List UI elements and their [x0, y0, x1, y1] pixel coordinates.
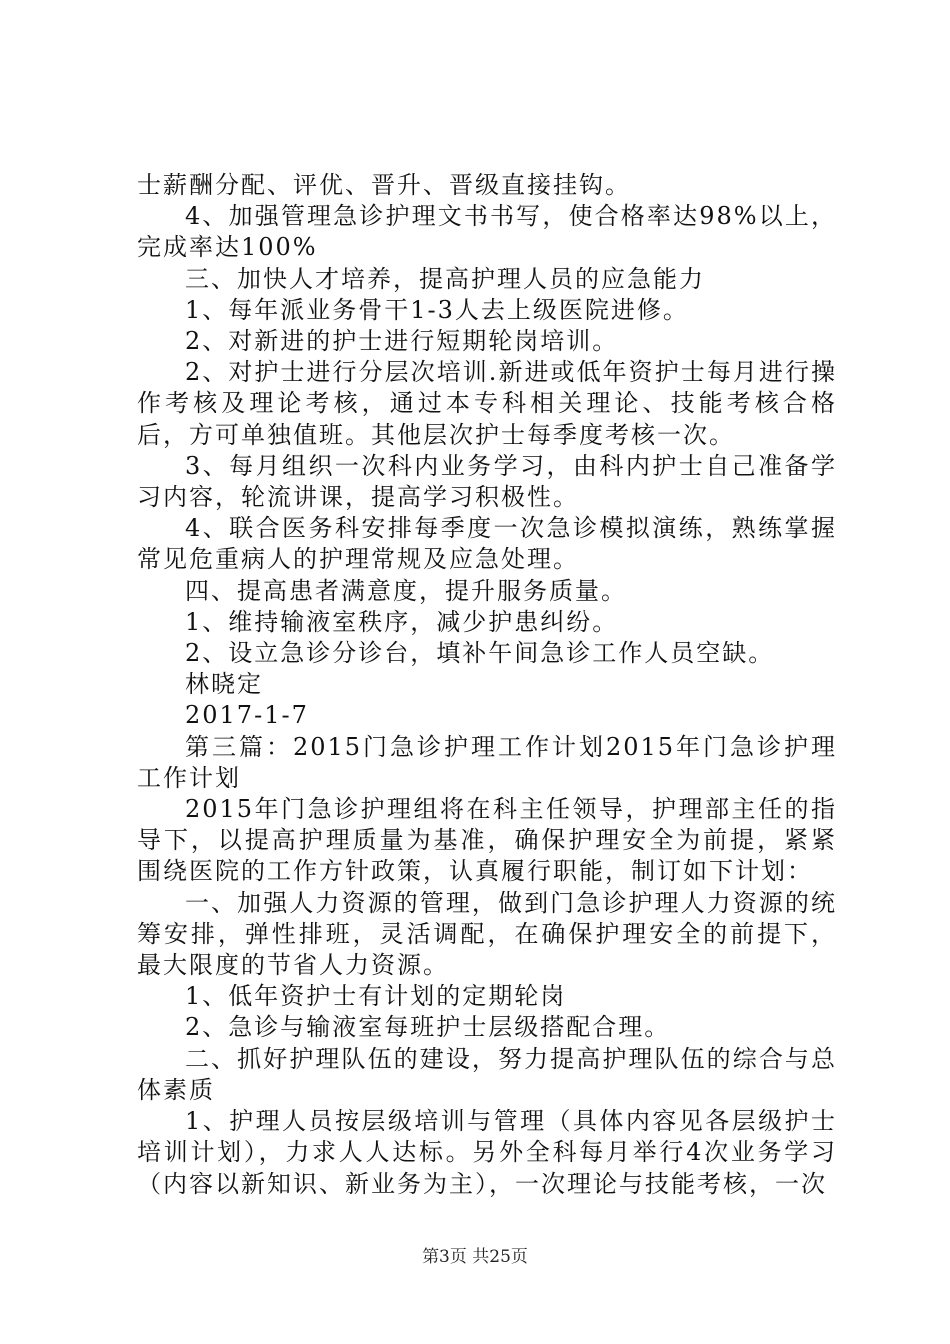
section-heading: 三、加快人才培养，提高护理人员的应急能力 [185, 264, 705, 293]
chapter-title: 第三篇：2015门急诊护理工作计划2015年门急诊护理工作计划 [137, 732, 837, 792]
author-name: 林晓定 [185, 670, 263, 699]
paragraph: 士薪酬分配、评优、晋升、晋级直接挂钩。 [137, 171, 631, 199]
section-heading: 二、抓好护理队伍的建设，努力提高护理队伍的综合与总体素质 [137, 1044, 837, 1104]
date: 2017-1-7 [185, 701, 309, 730]
paragraph: 2、对新进的护士进行短期轮岗培训。 [185, 327, 619, 356]
paragraph: 1、低年资护士有计划的定期轮岗 [185, 982, 567, 1011]
document-body [137, 170, 837, 1200]
page-number-footer: 第3页 共25页 [422, 1247, 528, 1267]
paragraph: 2015年门急诊护理组将在科主任领导，护理部主任的指导下，以提高护理质量为基准，确保护理安全为前提，紧紧围绕医院的工作方针政策，认真履行职能，制订如下计划： [137, 795, 837, 886]
paragraph: 4、加强管理急诊护理文书书写，使合格率达98%以上，完成率达100% [137, 202, 837, 262]
paragraph: 3、每月组织一次科内业务学习，由科内护士自己准备学习内容，轮流讲课，提高学习积极性。 [137, 451, 837, 512]
paragraph: 1、护理人员按层级培训与管理（具体内容见各层级护士培训计划），力求人人达标。另外全科每月举行4次业务学习（内容以新知识、新业务为主），一次理论与技能考核，一次 [137, 1107, 837, 1198]
section-heading: 一、加强人力资源的管理，做到门急诊护理人力资源的统筹安排，弹性排班，灵活调配，在确保护理安全的前提下，最大限度的节省人力资源。 [137, 888, 837, 980]
paragraph: 2、急诊与输液室每班护士层级搭配合理。 [185, 1013, 671, 1042]
paragraph: 2、设立急诊分诊台，填补午间急诊工作人员空缺。 [185, 639, 775, 668]
paragraph: 1、维持输液室秩序，减少护患纠纷。 [185, 607, 619, 636]
paragraph: 2、对护士进行分层次培训.新进或低年资护士每月进行操作考核及理论考核，通过本专科相关理论、技能考核合格后，方可单独值班。其他层次护士每季度考核一次。 [137, 358, 837, 449]
paragraph: 1、每年派业务骨干1-3人去上级医院进修。 [185, 295, 689, 324]
paragraph: 4、联合医务科安排每季度一次急诊模拟演练，熟练掌握常见危重病人的护理常规及应急处理。 [137, 514, 837, 574]
section-heading: 四、提高患者满意度，提升服务质量。 [185, 576, 627, 605]
